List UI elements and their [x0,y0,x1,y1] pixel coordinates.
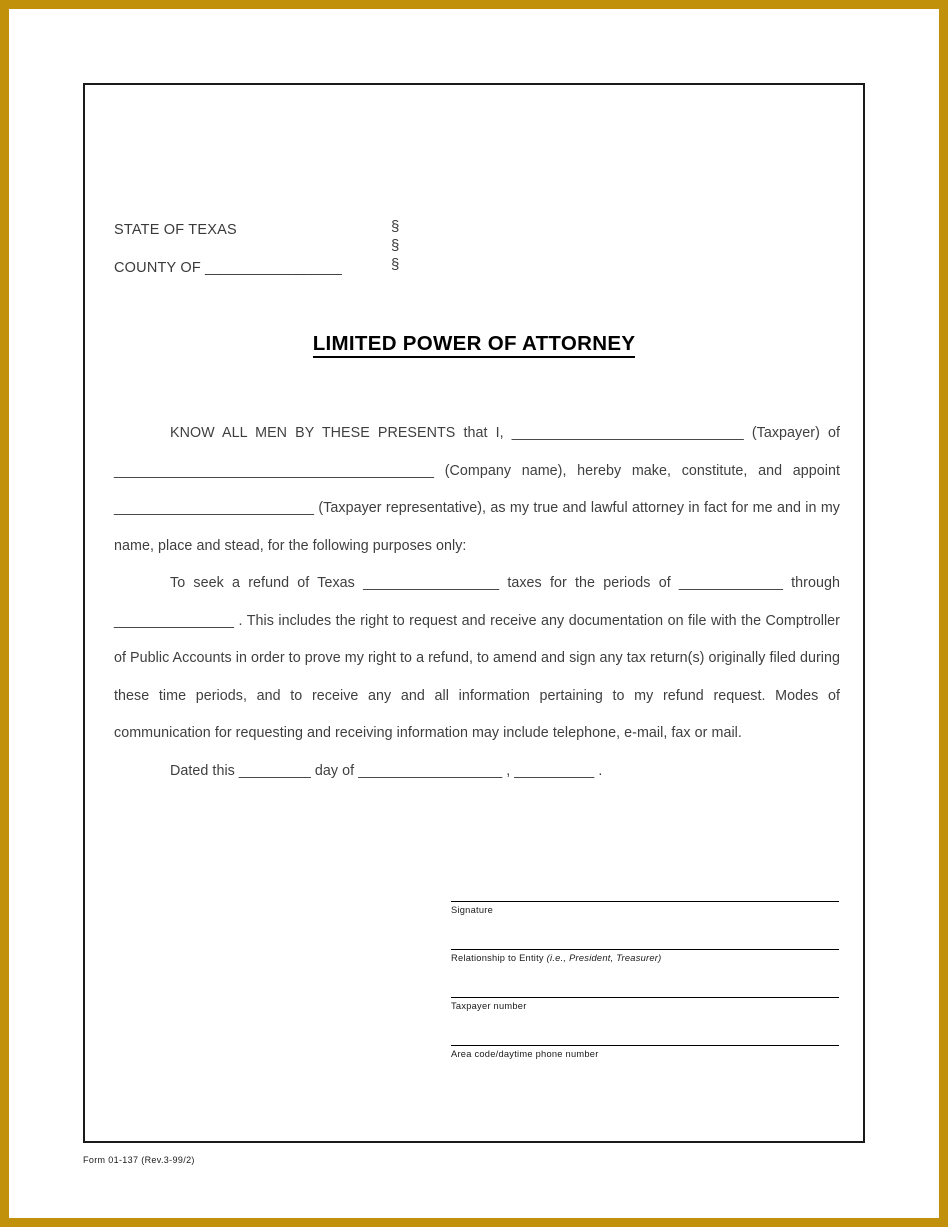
signature-block [451,900,839,1092]
paragraph-refund-purpose: To seek a refund of Texas _________________ taxes for the periods of _____________ through _______________ . This includes the right to request and receive any documentation on file with the Comptroller of Public Accounts in order to prove my right to a refund, to amend and sign any tax return(s) originally filed during these time periods, and to receive any and all information pertaining to my refund request. Modes of communication for requesting and receiving information may include telephone, e-mail, fax or mail. [114,575,840,741]
signature-row-relationship [451,948,839,996]
section-symbol-column [391,217,399,274]
taxpayer-number-caption [451,998,839,1011]
section-symbol-3: § [391,256,400,273]
signature-caption-text: Signature [451,905,494,915]
relationship-caption-text: Relationship to Entity [451,953,547,963]
section-symbol-1: § [391,218,400,235]
form-number-footer: Form 01-137 (Rev.3-99/2) [83,1155,195,1165]
signature-row-phone [451,1044,839,1092]
relationship-caption [451,950,839,963]
body-text [114,415,840,790]
paragraph-dated: Dated this _________ day of __________________ , __________ . [170,762,603,779]
signature-row-taxpayer-number [451,996,839,1044]
phone-caption-text: Area code/daytime phone number [451,1049,599,1059]
form-content [85,85,863,1141]
section-symbol-2: § [391,237,400,254]
paragraph-appointment: KNOW ALL MEN BY THESE PRESENTS that I, _____________________________ (Taxpayer) of ________________________________________ (Company name), hereby make, constitute, and appoint _________________________ (Taxpayer representative), as my true and lawful attorney in fact for me and in my name, place and stead, for the following purposes only: [114,425,840,554]
relationship-caption-example: (i.e., President, Treasurer) [546,953,662,963]
form-border-box [83,83,865,1143]
county-label: COUNTY OF [114,260,201,276]
page-title [85,332,863,356]
signature-caption [451,902,839,915]
taxpayer-number-caption-text: Taxpayer number [451,1001,527,1011]
state-label: STATE OF TEXAS [114,222,237,238]
phone-caption [451,1046,839,1059]
county-blank-field[interactable]: __________________ [205,260,342,276]
page-title-text: LIMITED POWER OF ATTORNEY [313,332,636,358]
signature-row-signature [451,900,839,948]
